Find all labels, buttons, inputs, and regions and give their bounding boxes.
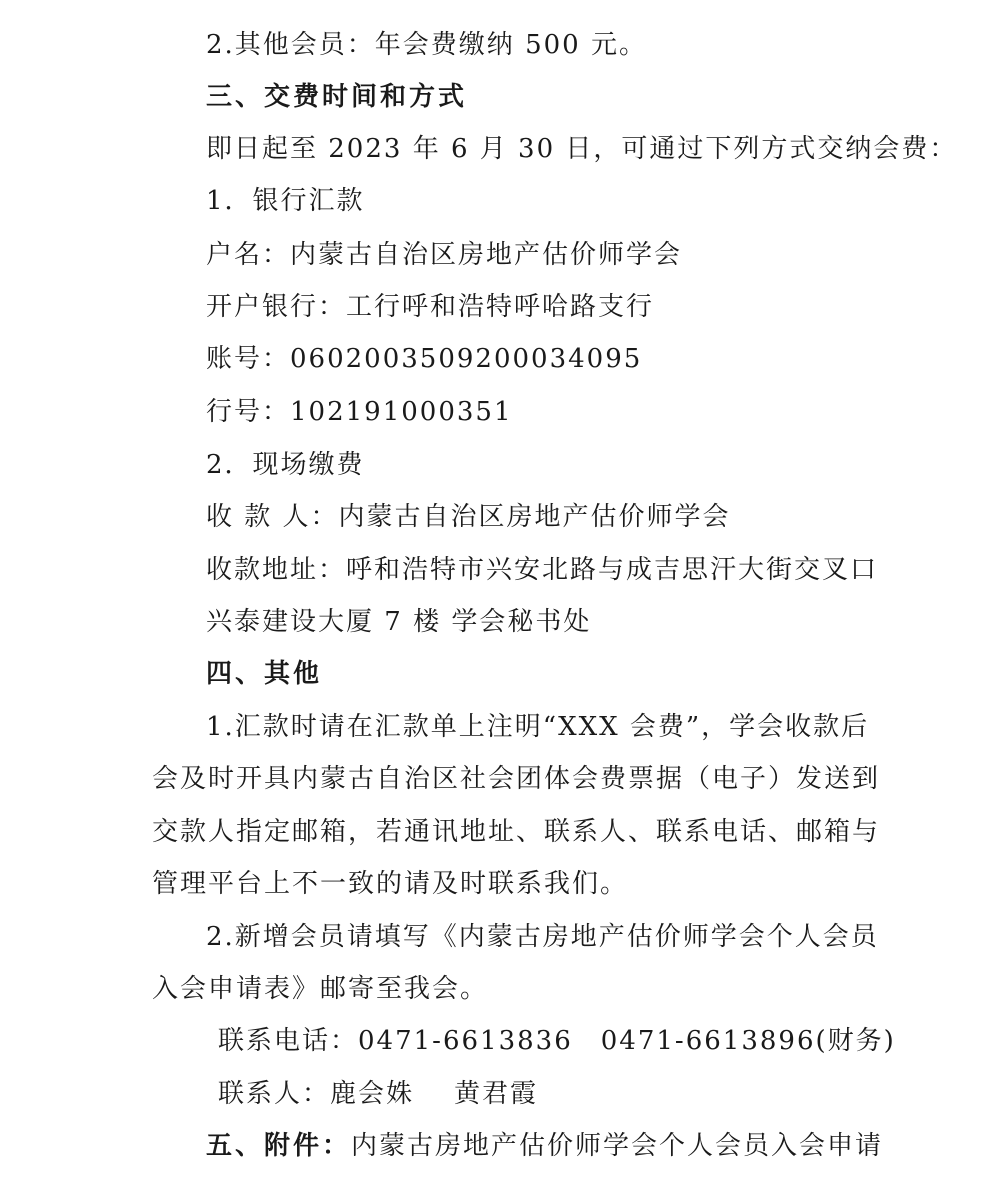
bank-code: 行号：102191000351 (206, 397, 513, 427)
bank-transfer-title: 1．银行汇款 (206, 186, 365, 216)
section-5-heading: 五、附件： (206, 1131, 352, 1161)
bank-name: 开户银行：工行呼和浩特呼哈路支行 (206, 292, 655, 322)
section-3-heading: 三、交费时间和方式 (206, 82, 468, 112)
contact-phone-line (218, 1024, 896, 1058)
contact-person-2: 黄君霞 (454, 1079, 539, 1109)
remittance-note-line-3: 交款人指定邮箱，若通讯地址、联系人、联系电话、邮箱与 (152, 817, 881, 847)
section-4-heading: 四、其他 (206, 659, 323, 689)
attachment-text: 内蒙古房地产估价师学会个人会员入会申请 (351, 1131, 884, 1161)
contact-person-line (218, 1077, 538, 1111)
onsite-payment-title: 2．现场缴费 (206, 450, 365, 480)
bank-account-number: 账号：0602003509200034095 (206, 344, 643, 374)
attachment-line (206, 1129, 883, 1163)
onsite-payee: 收 款 人：内蒙古自治区房地产估价师学会 (206, 502, 731, 532)
remittance-note-line-1: 1.汇款时请在汇款单上注明“XXX 会费”，学会收款后 (206, 712, 870, 742)
bank-account-name: 户名：内蒙古自治区房地产估价师学会 (206, 240, 683, 270)
new-member-note-line-2: 入会申请表》邮寄至我会。 (152, 974, 489, 1004)
payment-period-intro: 即日起至 2023 年 6 月 30 日，可通过下列方式交纳会费： (206, 134, 958, 164)
remittance-note-line-2: 会及时开具内蒙古自治区社会团体会费票据（电子）发送到 (152, 764, 881, 794)
contact-person-label: 联系人： (218, 1079, 331, 1109)
contact-person-1: 鹿会姝 (330, 1079, 415, 1109)
remittance-note-line-4: 管理平台上不一致的请及时联系我们。 (152, 869, 629, 899)
other-member-fee-line: 2.其他会员：年会费缴纳 500 元。 (206, 30, 647, 60)
contact-phone-2: 0471-6613896(财务) (600, 1026, 896, 1056)
onsite-address-line-2: 兴泰建设大厦 7 楼 学会秘书处 (206, 607, 592, 637)
contact-phone-label: 联系电话： (218, 1026, 359, 1056)
new-member-note-line-1: 2.新增会员请填写《内蒙古房地产估价师学会个人会员 (206, 922, 879, 952)
contact-phone-1: 0471-6613836 (358, 1026, 573, 1056)
onsite-address-line-1: 收款地址：呼和浩特市兴安北路与成吉思汗大街交叉口 (206, 555, 879, 585)
